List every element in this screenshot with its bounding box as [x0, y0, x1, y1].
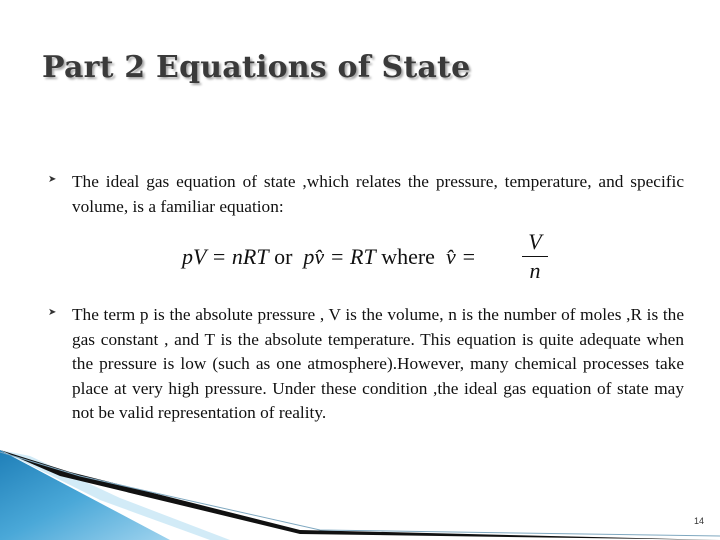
fraction-numerator: V — [528, 229, 542, 254]
bullet-text-1: The ideal gas equation of state ,which relates the pressure, temperature, and specific volume, is a familiar equation: — [72, 172, 684, 216]
equation-fraction — [522, 230, 548, 283]
bullet-item-2 — [48, 303, 688, 426]
equation-connector-or: or — [274, 244, 293, 269]
ideal-gas-equation — [182, 230, 562, 286]
bullet-arrow-icon: ➤ — [48, 174, 57, 185]
bullet-item-1 — [48, 170, 688, 219]
slide-title: Part 2 Equations of State — [42, 50, 471, 85]
equation-part-1: pV = nRT — [182, 244, 269, 269]
equation-line — [182, 244, 476, 270]
equation-part-3-lhs: v̂ = — [445, 244, 477, 269]
equation-part-2: pv̂ = RT — [303, 244, 376, 269]
bullet-text-2: The term p is the absolute pressure , V is the volume, n is the number of moles ,R is the gas constant , and T is the absolute temperature. This equation is quite adequate when the pressure is low (such as one atmosphere).However, many chemical processes take place at very high pressure. Under these condition ,the ideal gas equation of state may not be valid representation of reality. — [72, 305, 684, 422]
page-number: 14 — [693, 516, 704, 526]
fraction-denominator: n — [529, 258, 541, 283]
decorative-wave-graphic — [0, 450, 720, 540]
equation-connector-where: where — [381, 244, 435, 269]
fraction-bar — [522, 256, 548, 257]
bullet-arrow-icon: ➤ — [48, 307, 57, 318]
